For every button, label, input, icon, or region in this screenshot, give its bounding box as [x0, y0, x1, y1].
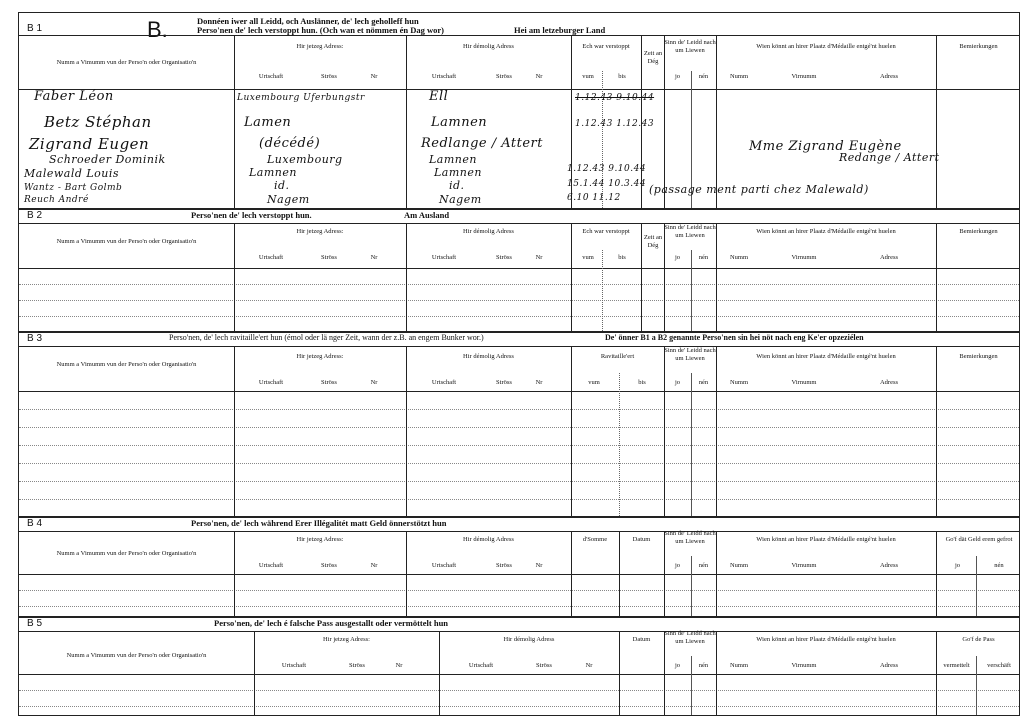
col-suffered: Sinn de' Leidd nach um Liewen: [664, 39, 716, 54]
col-hidden: Ech war verstoppt: [582, 43, 630, 50]
section-code: B 4: [27, 518, 43, 529]
col-remarks: Bemierkungen: [959, 43, 998, 50]
section-title: Perso'nen, de' lech während Erer Illégalitét matt Geld önnerstötzt hun: [191, 518, 447, 528]
entry-former: Nagem: [439, 193, 482, 206]
section-b1-header: [19, 13, 1019, 43]
col-current-address: Hir jetzeg Adress:: [296, 43, 344, 50]
col-name-label: Numm a Vimumm vun der Perso'n oder Organisatio'n: [56, 59, 197, 66]
entry-dates: 15.1.44 10.3.44: [567, 179, 647, 189]
sub-stross: Ströss: [349, 662, 365, 669]
sub-nr: Nr: [535, 73, 543, 80]
entry-name: Malewald Louis: [24, 167, 120, 180]
sub-bis: bis: [618, 73, 626, 80]
sub-numm: Numm: [729, 379, 749, 386]
col-somme: d'Somme: [582, 536, 608, 543]
sub-stross: Ströss: [321, 73, 337, 80]
sub-virnumm: Virnumm: [791, 379, 817, 386]
sub-bis: bis: [638, 379, 646, 386]
sub-stross: Ströss: [321, 562, 337, 569]
sub-stross: Ströss: [496, 254, 512, 261]
sub-adress: Adress: [879, 254, 899, 261]
section-b5-header: [19, 618, 1019, 632]
col-suffered: Sinn de' Leidd nach um Liewen: [664, 347, 716, 362]
sub-stross: Ströss: [536, 662, 552, 669]
col-remarks: Bemierkungen: [959, 228, 998, 235]
sub-urtschaft: Urtschaft: [281, 662, 307, 669]
entry-current: Lamnen: [249, 166, 297, 179]
col-former-address: Hir démolig Adress: [463, 43, 514, 50]
sub-urtschaft: Urtschaft: [468, 662, 494, 669]
sub-jo: jo: [674, 662, 681, 669]
col-suffered: Sinn de' Leidd nach um Liewen: [664, 630, 716, 645]
section-b4: [18, 517, 1020, 617]
sub-nr: Nr: [370, 73, 378, 80]
section-code: B 2: [27, 210, 43, 221]
sub-urtschaft: Urtschaft: [258, 562, 284, 569]
col-ravitaillert: Ravitaille'ert: [600, 353, 635, 360]
entry-dates: 6.10 11.12: [567, 193, 621, 203]
entry-former: Redlange / Attert: [421, 136, 543, 151]
sub-nen: nén: [698, 562, 709, 569]
col-name-label: Numm a Vimumm vun der Perso'n oder Organisatio'n: [56, 550, 197, 557]
sub-jo: jo: [674, 379, 681, 386]
col-name-label: Numm a Vimumm vun der Perso'n oder Organisatio'n: [66, 652, 207, 659]
entry-name: Schroeder Dominik: [49, 153, 166, 166]
sub-virnumm: Virnumm: [791, 562, 817, 569]
section-title: Donnéen iwer all Leidd, och Auslänner, de' lech geholleff hun: [197, 16, 419, 26]
section-b2-header: [19, 210, 1019, 224]
col-former-address: Hir démolig Adress: [503, 636, 555, 643]
section-b3-header: [19, 333, 1019, 347]
sub-vum: vum: [588, 379, 600, 386]
col-remarks: Bemierkungen: [959, 353, 998, 360]
sub-numm: Numm: [729, 254, 749, 261]
sub-nen: nén: [994, 562, 1004, 569]
sub-bis: bis: [618, 254, 626, 261]
col-former-address: Hir démolig Adress: [463, 228, 514, 235]
sub-nen: nén: [698, 379, 709, 386]
sub-adress: Adress: [879, 379, 899, 386]
sub-nr: Nr: [370, 562, 378, 569]
entry-current: (décédé): [259, 136, 321, 151]
sub-vum: vum: [582, 73, 594, 80]
col-current-address: Hir jetzeg Adress:: [296, 353, 344, 360]
section-b1: [18, 12, 1020, 209]
sub-urtschaft: Urtschaft: [258, 254, 284, 261]
col-zeit: Zeit an Dég: [643, 234, 663, 249]
sub-stross: Ströss: [321, 254, 337, 261]
sub-adress: Adress: [879, 662, 899, 669]
entry-former: Lamnen: [429, 153, 477, 166]
sub-urtschaft: Urtschaft: [258, 379, 284, 386]
sub-stross: Ströss: [496, 562, 512, 569]
col-medal: Wien könnt an hirer Plaatz d'Médaille entgé'nt huelen: [756, 43, 896, 50]
section-region: Hei am letzeburger Land: [514, 25, 606, 35]
entry-name: Faber Léon: [34, 89, 114, 104]
col-suffered: Sinn de' Leidd nach um Liewen: [664, 530, 716, 545]
col-former-address: Hir démolig Adress: [463, 353, 514, 360]
sub-stross: Ströss: [321, 379, 337, 386]
sub-nen: nén: [698, 254, 709, 261]
sub-nr: Nr: [535, 379, 543, 386]
sub-stross: Ströss: [496, 379, 512, 386]
section-note: De' önner B1 a B2 genannte Perso'nen sin hei nöt nach eng Ke'er opzeziélen: [605, 333, 864, 342]
sub-virnumm: Virnumm: [791, 662, 817, 669]
entry-current: id.: [274, 179, 290, 192]
sub-urtschaft: Urtschaft: [258, 73, 284, 80]
entry-name: Reuch André: [24, 195, 89, 205]
col-datum: Datum: [632, 536, 651, 543]
sub-virnumm: Virnumm: [791, 254, 817, 261]
col-medal: Wien könnt an hirer Plaatz d'Médaille entgé'nt huelen: [756, 353, 896, 360]
col-current-address: Hir jetzeg Adress:: [296, 536, 344, 543]
col-medal: Wien könnt an hirer Plaatz d'Médaille entgé'nt huelen: [756, 536, 896, 543]
sub-numm: Numm: [729, 562, 749, 569]
entry-medal-name: Mme Zigrand Eugène: [749, 139, 902, 154]
sub-nr: Nr: [370, 379, 378, 386]
sub-vermettelt: vermettelt: [943, 662, 970, 669]
entry-current: Luxembourg Uferbungstr: [237, 93, 365, 103]
col-name-label: Numm a Vimumm vun der Perso'n oder Organisatio'n: [56, 361, 197, 368]
col-name-label: Numm a Vimumm vun der Perso'n oder Organisatio'n: [56, 238, 197, 245]
sub-nr: Nr: [585, 662, 593, 669]
section-code: B 1: [27, 23, 43, 34]
sub-verschaft: verschäft: [987, 662, 1011, 669]
sub-jo: jo: [954, 562, 961, 569]
section-title: Perso'nen, de' lech ravitaille'ert hun (émol oder lä nger Zeit, wann der z.B. an engem Bunker wor.): [169, 333, 484, 342]
col-datum: Datum: [632, 636, 651, 643]
col-medal: Wien könnt an hirer Plaatz d'Médaille entgé'nt huelen: [756, 228, 896, 235]
sub-adress: Adress: [879, 562, 899, 569]
sub-virnumm: Virnumm: [791, 73, 817, 80]
entry-former: Lamnen: [431, 115, 488, 130]
sub-nr: Nr: [535, 254, 543, 261]
sub-adress: Adress: [879, 73, 899, 80]
section-b5: [18, 617, 1020, 716]
section-region: Am Ausland: [404, 210, 450, 220]
entry-name: Betz Stéphan: [44, 113, 152, 131]
col-hidden: Ech war verstoppt: [582, 228, 630, 235]
sub-numm: Numm: [729, 662, 749, 669]
entry-dates: 1.12.43 1.12.43: [575, 119, 655, 129]
sub-numm: Numm: [729, 73, 749, 80]
entry-note: (passage ment parti chez Malewald): [649, 183, 869, 196]
sub-vum: vum: [582, 254, 594, 261]
sub-jo: jo: [674, 73, 681, 80]
section-title: Perso'nen de' lech verstoppt hun.: [191, 210, 312, 220]
entry-current: Lamen: [244, 115, 292, 130]
entry-current: Luxembourg: [267, 153, 343, 166]
section-code: B 5: [27, 618, 43, 629]
sub-jo: jo: [674, 562, 681, 569]
entry-name: Zigrand Eugen: [29, 135, 150, 153]
sub-nr: Nr: [370, 254, 378, 261]
sub-urtschaft: Urtschaft: [431, 562, 457, 569]
sub-nr: Nr: [535, 562, 543, 569]
section-subtitle: Perso'nen de' lech verstoppt hun. (Och wan et nömmen én Dag wor): [197, 25, 444, 35]
col-pass: Go'f de Pass: [962, 636, 995, 643]
section-b4-header: [19, 518, 1019, 532]
section-title: Perso'nen, de' lech é falsche Pass ausgestallt oder vermöttelt hun: [214, 618, 449, 628]
col-former-address: Hir démolig Adress: [463, 536, 514, 543]
entry-former: Ell: [429, 89, 449, 104]
sub-nen: nén: [698, 73, 709, 80]
col-geld: Go'f dät Geld erem gefrot: [945, 536, 1013, 543]
entry-name: Wantz - Bart Golmb: [24, 183, 123, 193]
entry-dates: 1.12.43 9.10.44: [567, 164, 647, 174]
sub-stross: Ströss: [496, 73, 512, 80]
col-current-address: Hir jetzeg Adress:: [323, 636, 370, 643]
sub-jo: jo: [674, 254, 681, 261]
section-b3: [18, 332, 1020, 517]
sub-nen: nén: [698, 662, 709, 669]
entry-former: Lamnen: [434, 166, 482, 179]
col-suffered: Sinn de' Leidd nach um Liewen: [664, 224, 716, 239]
section-letter: B.: [147, 17, 168, 42]
sub-urtschaft: Urtschaft: [431, 254, 457, 261]
entry-dates: 1.12.43 9.10.44: [575, 93, 655, 103]
entry-current: Nagem: [267, 193, 310, 206]
section-code: B 3: [27, 333, 43, 344]
col-zeit: Zeit an Dég: [643, 50, 663, 65]
sub-nr: Nr: [395, 662, 403, 669]
col-medal: Wien könnt an hirer Plaatz d'Médaille entgé'nt huelen: [756, 636, 896, 643]
sub-urtschaft: Urtschaft: [431, 379, 457, 386]
sub-urtschaft: Urtschaft: [431, 73, 457, 80]
entry-former: id.: [449, 179, 465, 192]
col-current-address: Hir jetzeg Adress:: [296, 228, 344, 235]
section-b2: [18, 209, 1020, 332]
entry-medal-place: Redange / Attert: [839, 151, 940, 164]
